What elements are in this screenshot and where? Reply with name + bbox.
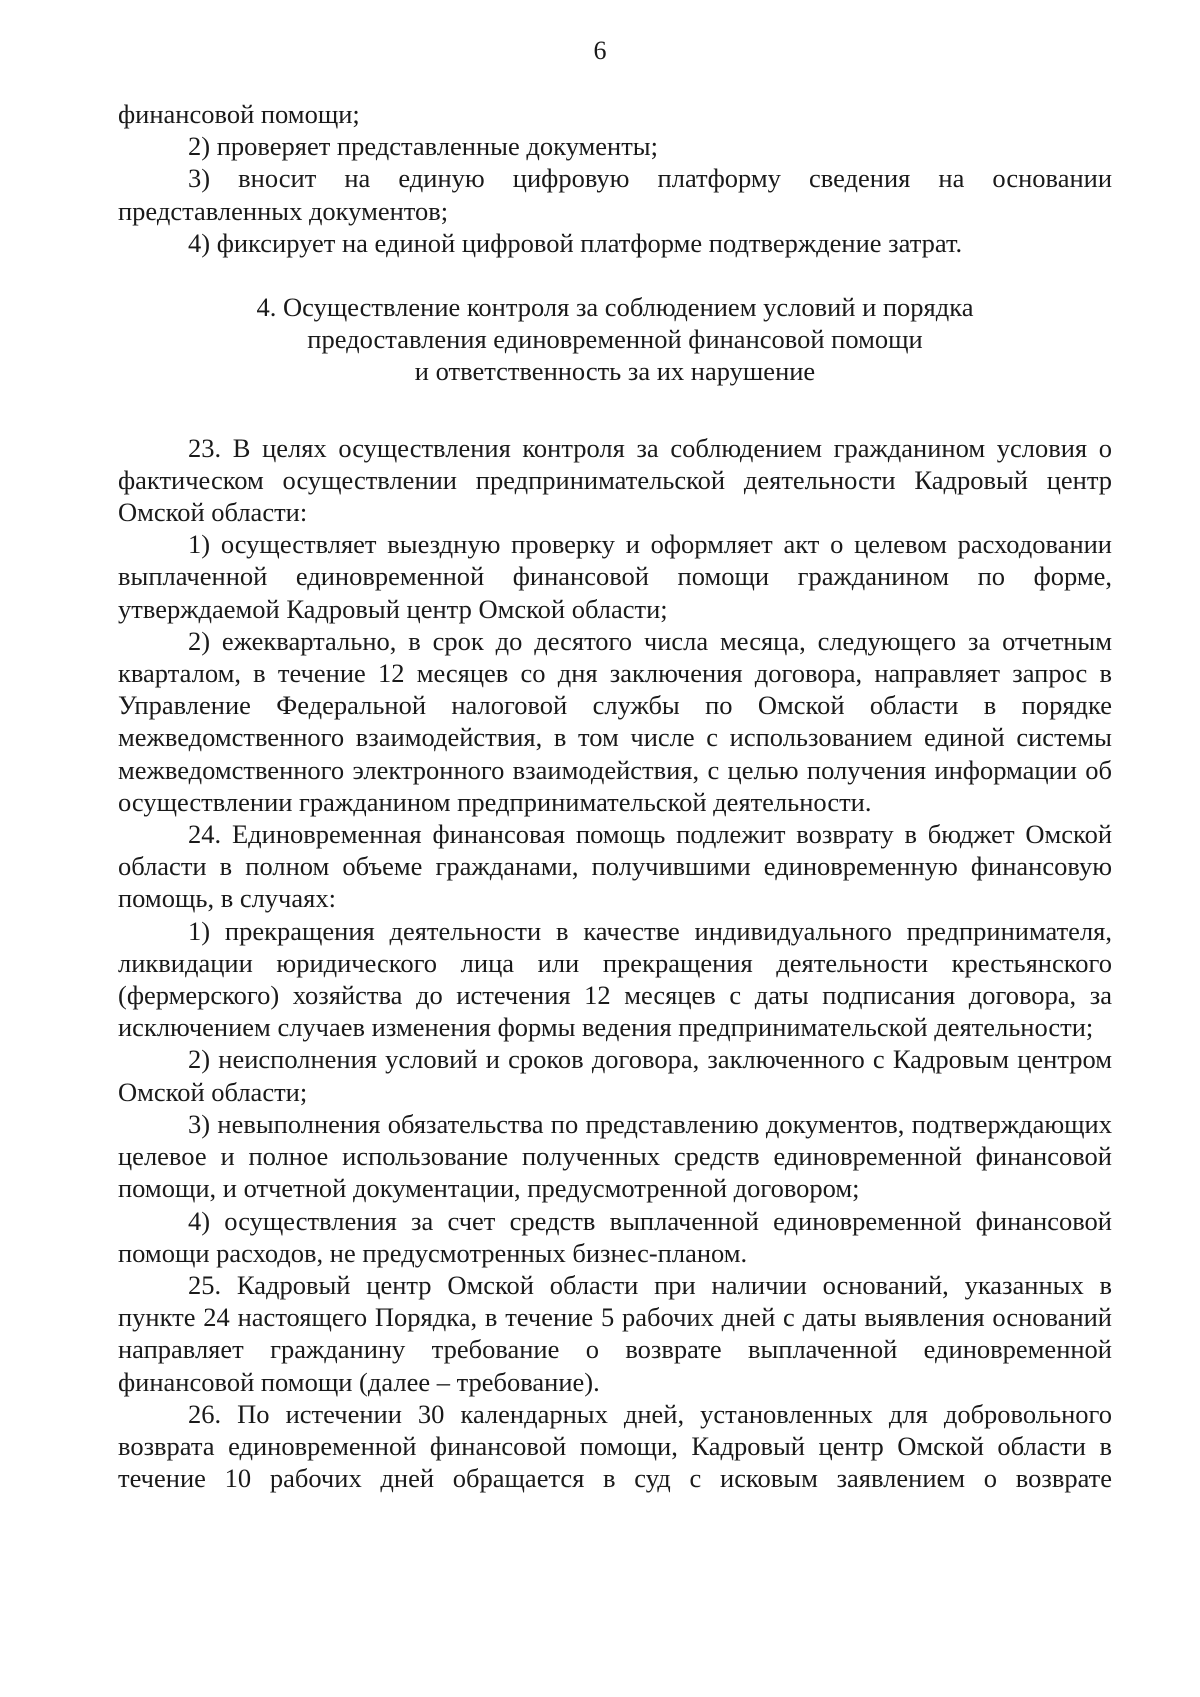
heading-line: и ответственность за их нарушение bbox=[414, 356, 816, 387]
section-heading bbox=[118, 291, 1112, 388]
list-item: 2) проверяет представленные документы; bbox=[188, 131, 658, 162]
paragraph-23-item-2: 2) ежеквартально, в срок до десятого числа месяца, следующего за отчетным кварталом, в течение 12 месяцев со дня заключения договора, направляет запрос в Управление Федеральной налоговой службы по Омской области в порядке межведомственного взаимодействия, в том числе с использованием единой системы межведомственного электронного взаимодействия, с целью получения информации об осуществлении гражданином предпринимательской деятельности. bbox=[118, 625, 1112, 817]
list-item: 3) вносит на единую цифровую платформу сведения на основании bbox=[188, 163, 1112, 194]
paragraph-23: 23. В целях осуществления контроля за соблюдением гражданином условия о фактическом осуществлении предпринимательской деятельности Кадровый центр Омской области: bbox=[118, 432, 1112, 528]
paragraph-24-item-2: 2) неисполнения условий и сроков договора, заключенного с Кадровым центром Омской области; bbox=[118, 1044, 1112, 1107]
paragraph-26: 26. По истечении 30 календарных дней, установленных для добровольного возврата единовременной финансовой помощи, Кадровый центр Омской области в течение 10 рабочих дней обращается в суд с исковым заявлением о возврате bbox=[118, 1398, 1112, 1494]
page-number: 6 bbox=[593, 36, 607, 65]
list-item: 4) фиксирует на единой цифровой платформе подтверждение затрат. bbox=[188, 227, 963, 258]
document-body bbox=[118, 98, 1112, 1494]
paragraph-24: 24. Единовременная финансовая помощь подлежит возврату в бюджет Омской области в полном объеме гражданами, получившими единовременную финансовую помощь, в случаях: bbox=[118, 819, 1112, 914]
paragraph-25: 25. Кадровый центр Омской области при наличии оснований, указанных в пункте 24 настоящего Порядка, в течение 5 рабочих дней с даты выявления оснований направляет гражданину требование о возврате выплаченной единовременной финансовой помощи (далее – требование). bbox=[118, 1269, 1112, 1397]
heading-line: предоставления единовременной финансовой помощи bbox=[307, 324, 923, 355]
paragraph-23-item-1: 1) осуществляет выездную проверку и оформляет акт о целевом расходовании выплаченной единовременной финансовой помощи гражданином по форме, утверждаемой Кадровый центр Омской области; bbox=[118, 529, 1112, 624]
paragraph-24-item-1: 1) прекращения деятельности в качестве индивидуального предпринимателя, ликвидации юридического лица или прекращения деятельности крестьянского (фермерского) хозяйства до истечения 12 месяцев с даты подписания договора, за исключением случаев изменения формы ведения предпринимательской деятельности; bbox=[118, 915, 1112, 1043]
paragraph-24-item-3: 3) невыполнения обязательства по представлению документов, подтверждающих целевое и полное использование полученных средств единовременной финансовой помощи, и отчетной документации, предусмотренной договором; bbox=[118, 1108, 1112, 1204]
text-line: финансовой помощи; bbox=[118, 99, 360, 129]
heading-line: 4. Осуществление контроля за соблюдением условий и порядка bbox=[256, 292, 974, 323]
text-line: представленных документов; bbox=[118, 195, 449, 226]
paragraph-24-item-4: 4) осуществления за счет средств выплаченной единовременной финансовой помощи расходов, не предусмотренных бизнес-планом. bbox=[118, 1205, 1112, 1268]
